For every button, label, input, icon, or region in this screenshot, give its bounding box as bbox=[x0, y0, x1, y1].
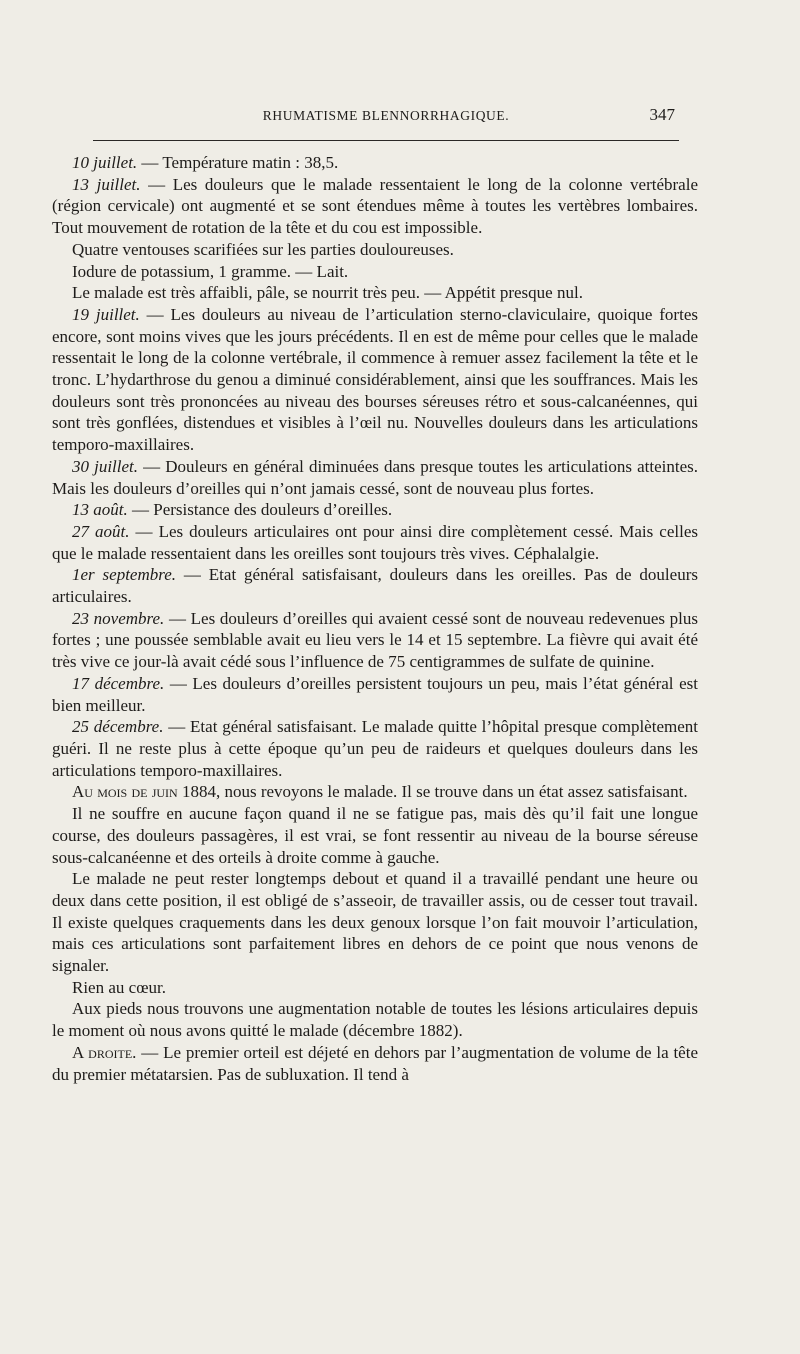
entry-date: 25 décembre. bbox=[72, 717, 164, 737]
entry-date: 30 juillet. bbox=[72, 456, 139, 476]
paragraph-text: — Les douleurs d’oreilles qui avaient cessé sont de nouveau redevenues plus fortes ; une poussée semblable avait eu lieu vers le 14 et 15 septembre. La fièvre qui avait été très vive ce jour-là avait cédé sous l’influence de 75 centigrammes de sulfate de quinine. bbox=[52, 608, 698, 672]
paragraph-text: — Température matin : 38,5. bbox=[137, 153, 339, 172]
paragraph-text: 1884, nous revoyons le malade. Il se trouve dans un état assez satisfaisant. bbox=[177, 782, 688, 802]
paragraph-text: — Les douleurs au niveau de l’articulation sterno-claviculaire, quoique fortes encore, sont moins vives que les jours précédents. Il en est de même pour celles que le malade ressentait le long de la colonne vertébrale, il commence à remuer assez facilement la tête et le tronc. L’hydarthrose du genou a diminué considérablement, ainsi que les souffrances. Mais les douleurs sont très prononcées au niveau des bourses séreuses rétro et sous-calcanéennes, qui sont très gonflées, distendues et visibles à l’œil nu. Nouvelles douleurs dans les articulations temporo-maxillaires. bbox=[52, 304, 698, 455]
paragraph-text: — Le premier orteil est déjeté en dehors par l’augmentation de volume de la tête du premier métatarsien. Pas de subluxation. Il tend à bbox=[52, 1042, 698, 1084]
paragraph-text: — Les douleurs d’oreilles persistent toujours un peu, mais l’état général est bien meilleur. bbox=[52, 673, 698, 715]
paragraph-text: Rien au cœur. bbox=[72, 977, 166, 997]
paragraph bbox=[52, 803, 698, 868]
entry-date: 13 juillet. bbox=[72, 174, 141, 194]
paragraph-text: Il ne souffre en aucune façon quand il ne se fatigue pas, mais dès qu’il fait une longue course, des douleurs passagères, il est vrai, se font ressentir au niveau de la bourse séreuse sous-calcanéenne et des orteils à droite comme à gauche. bbox=[52, 804, 698, 867]
paragraph-text: Le malade est très affaibli, pâle, se nourrit très peu. — Appétit presque nul. bbox=[72, 283, 583, 303]
paragraph-text: — Persistance des douleurs d’oreilles. bbox=[127, 500, 393, 520]
running-title: RHUMATISME BLENNORRHAGIQUE. bbox=[262, 108, 510, 123]
paragraph bbox=[52, 673, 698, 716]
paragraph bbox=[52, 716, 698, 781]
paragraph bbox=[52, 564, 698, 607]
paragraph-text: — Etat général satisfaisant. Le malade quitte l’hôpital presque complètement guéri. Il ne reste plus à cette époque qu’un peu de raideurs et quelques douleurs dans les articulations temporo-maxillaires. bbox=[52, 717, 698, 780]
paragraph bbox=[52, 998, 698, 1041]
paragraph bbox=[52, 282, 698, 304]
paragraph bbox=[52, 608, 698, 673]
paragraph-text: — Douleurs en général diminuées dans presque toutes les articulations atteintes. Mais les douleurs d’oreilles qui n’ont jamais cessé, sont de nouveau plus fortes. bbox=[52, 456, 698, 498]
page-number: 347 bbox=[649, 105, 675, 124]
paragraph-text: — Les douleurs articulaires ont pour ainsi dire complètement cessé. Mais celles que le malade ressentaient dans les oreilles sont toujours très vives. Céphalalgie. bbox=[52, 521, 698, 563]
paragraph-lead: A droite. bbox=[72, 1042, 137, 1062]
paragraph bbox=[52, 868, 698, 977]
paragraph bbox=[52, 174, 698, 239]
entry-date: 19 juillet. bbox=[72, 304, 140, 324]
paragraph bbox=[52, 521, 698, 564]
paragraph bbox=[52, 456, 698, 499]
paragraph-text: — Les douleurs que le malade ressentaient le long de la colonne vertébrale (région cervicale) ont augmenté et se sont étendues même à toutes les vertèbres lombaires. Tout mouvement de rotation de la tête et du cou est impossible. bbox=[52, 174, 698, 238]
paragraph-text: Aux pieds nous trouvons une augmentation notable de toutes les lésions articulaires depuis le moment où nous avons quitté le malade (décembre 1882). bbox=[52, 999, 698, 1041]
body-text bbox=[52, 152, 698, 1085]
paragraph bbox=[52, 304, 698, 456]
entry-date: 27 août. bbox=[72, 521, 130, 541]
paragraph-lead: Au mois de juin bbox=[72, 782, 178, 802]
entry-date: 23 novembre. bbox=[72, 608, 165, 628]
paragraph bbox=[52, 1042, 698, 1085]
paragraph-text: Quatre ventouses scarifiées sur les parties douloureuses. bbox=[72, 239, 454, 259]
entry-date: 13 août. bbox=[72, 500, 128, 520]
paragraph bbox=[52, 152, 698, 174]
paragraph-text: — Etat général satisfaisant, douleurs dans les oreilles. Pas de douleurs articulaires. bbox=[52, 565, 698, 607]
entry-date: 1er septembre. bbox=[72, 565, 177, 585]
page-header bbox=[95, 105, 677, 127]
entry-date: 10 juillet. bbox=[72, 153, 138, 172]
paragraph bbox=[52, 977, 698, 999]
paragraph-text: Iodure de potassium, 1 gramme. — Lait. bbox=[72, 261, 349, 281]
paragraph bbox=[52, 261, 698, 283]
paragraph bbox=[52, 239, 698, 261]
paragraph-text: Le malade ne peut rester longtemps debout et quand il a travaillé pendant une heure ou deux dans cette position, il est obligé de s’asseoir, de travailler assis, ou de cesser tout travail. Il existe quelques craquements dans les deux genoux lorsque l’on fait mouvoir l’articulation, mais ces articulations sont parfaitement libres en dehors de ce point que nous venons de signaler. bbox=[52, 869, 698, 976]
paragraph bbox=[52, 781, 698, 803]
paragraph bbox=[52, 499, 698, 521]
header-rule bbox=[93, 140, 679, 141]
entry-date: 17 décembre. bbox=[72, 673, 165, 693]
